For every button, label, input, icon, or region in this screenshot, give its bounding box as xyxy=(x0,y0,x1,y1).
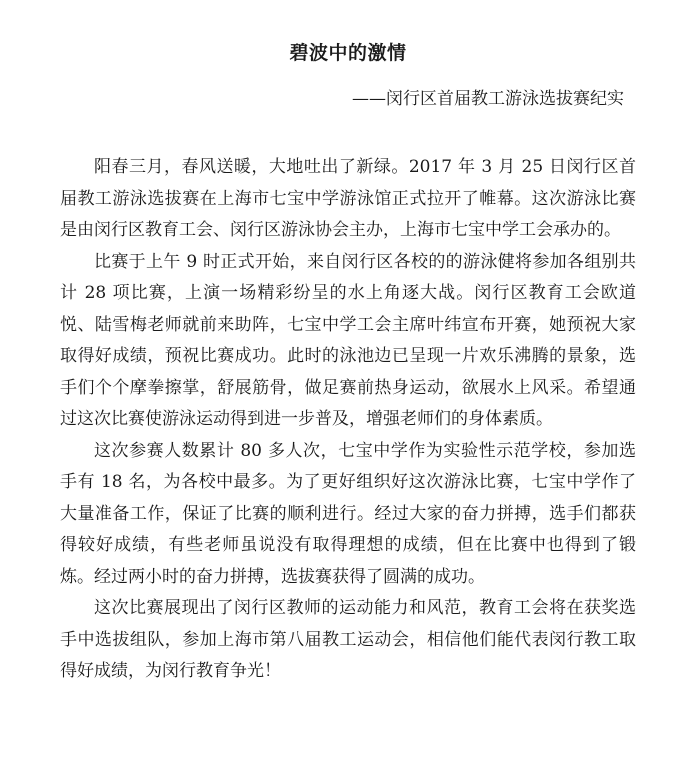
paragraph: 比赛于上午 9 时正式开始，来自闵行区各校的的游泳健将参加各组别共计 28 项比赛，上演一场精彩纷呈的水上角逐大战。闵行区教育工会欧道悦、陆雪梅老师就前来助阵，七宝中学工会主席叶纬宣布开赛，她预祝大家取得好成绩，预祝比赛成功。此时的泳池边已呈现一片欢乐沸腾的景象，选手们个个摩拳擦掌，舒展筋骨，做足赛前热身运动，欲展水上风采。希望通过这次比赛使游泳运动得到进一步普及，增强老师们的身体素质。 xyxy=(60,251,636,429)
paragraph: 这次比赛展现出了闵行区教师的运动能力和风范，教育工会将在获奖选手中选拔组队，参加上海市第八届教工运动会，相信他们能代表闵行教工取得好成绩，为闵行教育争光！ xyxy=(60,598,636,681)
article-subtitle: ——闵行区首届教工游泳选拔赛纪实 xyxy=(352,89,624,109)
paragraph: 阳春三月，春风送暖，大地吐出了新绿。2017 年 3 月 25 日闵行区首届教工游泳选拔赛在上海市七宝中学游泳馆正式拉开了帷幕。这次游泳比赛是由闵行区教育工会、闵行区游泳协会主办，上海市七宝中学工会承办的。 xyxy=(60,157,636,240)
article-title: 碧波中的激情 xyxy=(289,42,407,64)
article-body xyxy=(60,152,636,688)
paragraph: 这次参赛人数累计 80 多人次，七宝中学作为实验性示范学校，参加选手有 18 名，为各校中最多。为了更好组织好这次游泳比赛，七宝中学作了大量准备工作，保证了比赛的顺利进行。经过大家的奋力拼搏，选手们都获得较好成绩，有些老师虽说没有取得理想的成绩，但在比赛中也得到了锻炼。经过两小时的奋力拼搏，选拔赛获得了圆满的成功。 xyxy=(60,440,636,587)
